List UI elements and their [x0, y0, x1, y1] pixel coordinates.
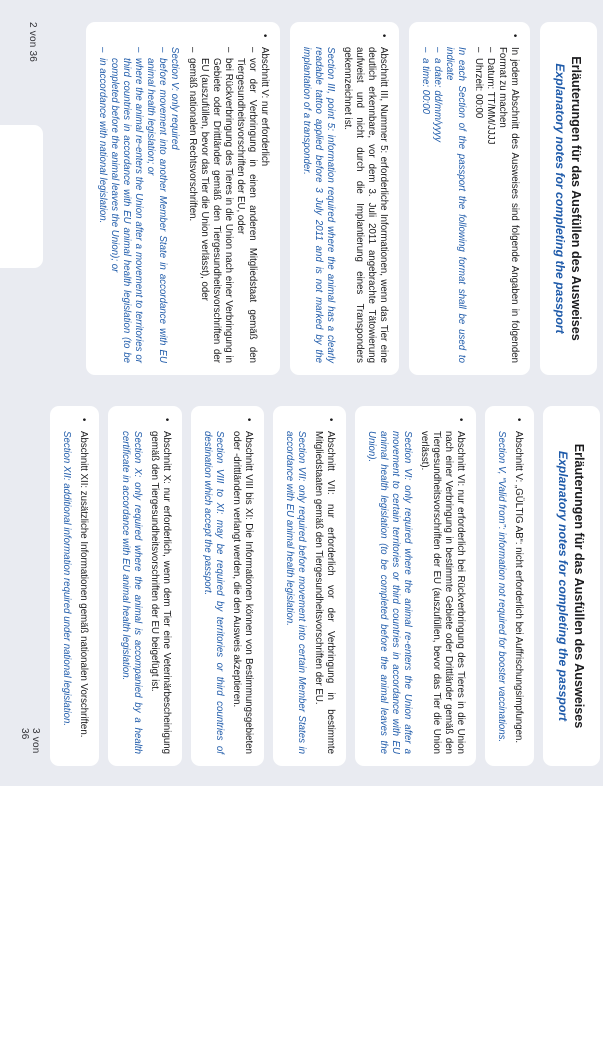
note-paragraph: Abschnitt VII: nur erforderlich vor der Verbringung in bestimmte Mitgliedstaaten gemäß den Tiergesundheitsvorschriften der EU.: [312, 431, 336, 754]
note-paragraph-group: [60, 431, 72, 754]
note-paragraph-group: [185, 47, 269, 363]
bullet-marker: •: [513, 418, 525, 422]
note-paragraph: Abschnitt III, Nummer 5: erforderliche Informationen, wenn das Tier eine deutlich erkennbare, vor dem 3. Juli 2011 angebrachte Tätowierung aufweist und nicht durch die Implantierung eines Transponders gekennzeichnet ist.: [341, 47, 389, 363]
note-paragraph: Section III, point 5: information required where the animal has a clearly readable tattoo applied before 3 July 2011 and is not marked by the implantation of a transponder.: [300, 47, 336, 363]
note-card: [273, 406, 346, 766]
bullet-marker: •: [258, 34, 270, 38]
dash-marker: –: [186, 47, 198, 53]
list-item: [484, 47, 496, 363]
bullet-marker: •: [455, 418, 467, 422]
note-paragraph: Section V: only required: [169, 47, 181, 150]
dash-marker: –: [133, 47, 145, 53]
note-paragraph: Section X: only required where the animal is accompanied by a health certificate in accordance with EU animal health legislation.: [119, 431, 143, 754]
note-text-en: [283, 431, 307, 754]
list-item: [234, 47, 258, 363]
page-title-en: Explanatory notes for completing the passport: [552, 63, 567, 334]
list-item-text: vor der Verbringung in einen anderen Mitgliedstaat gemäß den Tiergesundheitsvorschriften der EU, oder: [234, 58, 258, 363]
list-item: [108, 47, 144, 363]
note-paragraph-group: [300, 47, 336, 363]
note-paragraph: Abschnitt XII: zusätzliche Informationen gemäß nationalen Vorschriften.: [78, 431, 90, 738]
dash-marker: –: [419, 47, 431, 53]
page-number-label: 2 von 36: [27, 22, 38, 62]
note-paragraph-group: [472, 47, 520, 363]
note-text-en: [365, 431, 413, 754]
list-item: [144, 47, 168, 363]
note-text-en: [419, 47, 467, 363]
notes-list: [86, 22, 530, 375]
bullet-marker: •: [509, 34, 521, 38]
note-text-en: [495, 431, 507, 754]
note-paragraph-group: [283, 431, 307, 754]
passport-page-2: [0, 22, 603, 375]
page-title-de: Erläuterungen für das Ausfüllen des Ausweises: [569, 56, 583, 341]
note-paragraph: Abschnitt VI: nur erforderlich bei Rückverbringung des Tieres in die Union nach einer Verbringung in bestimmte Gebiete oder Drittländer gemäß den Tiergesundheitsvorschriften der EU (auszufüllen, bevor das Tier die Union verlässt).: [419, 431, 467, 754]
note-text-en: [60, 431, 72, 754]
note-card: [290, 22, 399, 375]
note-paragraph-group: [365, 431, 413, 754]
note-paragraph: Abschnitt X: nur erforderlich, wenn dem Tier eine Veterinärbescheinigung gemäß den Tiergesundheitsvorschriften der EU beigefügt ist.: [148, 431, 172, 754]
note-paragraph: Section VI: only required where the animal re-enters the Union after a movement to certain territories or third countries in accordance with EU animal health legislation (to be completed before the animal leaves the Union).: [365, 431, 413, 754]
list-item-text: Datum: TT/MM/JJJJ: [485, 58, 497, 145]
dash-marker: –: [222, 47, 234, 53]
note-paragraph-group: [341, 47, 389, 363]
list-item-text: bei Rückverbringung des Tieres in die Union nach einer Verbringung in Gebiete oder Drittländer gemäß den Tiergesundheitsvorschriften der EU (auszufüllen, bevor das Tier die Union verlässt), oder: [198, 58, 234, 363]
note-paragraph: Abschnitt V: nur erforderlich: [258, 47, 270, 167]
list-item: [198, 47, 234, 363]
note-text-en: [300, 47, 336, 363]
note-paragraph-group: [419, 47, 467, 363]
note-card: [108, 406, 181, 766]
note-text-de: [148, 418, 172, 754]
note-paragraph-group: [495, 431, 507, 754]
note-paragraph: In each Section of the passport the following format shall be used to indicate: [444, 47, 468, 363]
title-card: [543, 406, 600, 766]
dash-marker: –: [485, 47, 497, 53]
bullet-marker: •: [324, 418, 336, 422]
note-paragraph-group: [96, 47, 180, 363]
note-paragraph: In jedem Abschnitt des Ausweises sind folgende Angaben in folgenden Format zu machen: [497, 47, 521, 363]
dash-marker: –: [473, 47, 485, 53]
note-paragraph-group: [118, 431, 142, 754]
note-paragraph: Section V, “Valid from”: information not required for booster vaccinations.: [496, 431, 508, 743]
bullet-marker: •: [78, 418, 90, 422]
note-paragraph: Section VII: only required before movement into certain Member States in accordance with EU animal health legislation.: [283, 431, 307, 754]
list-item: [185, 47, 197, 363]
note-text-de: [185, 34, 269, 363]
list-item-text: in accordance with national legislation.: [97, 58, 109, 224]
note-paragraph-group: [201, 431, 225, 754]
list-item-text: where the animal re-enters the Union after a movement to territories or third countries in accordance with EU animal health legislation (to be completed before the animal leaves the Union); or: [109, 58, 145, 363]
page-number-label: 3 von 36: [19, 728, 41, 754]
page-title-de: Erläuterungen für das Ausfüllen des Ausweises: [572, 443, 586, 729]
notes-list: [50, 406, 534, 766]
note-paragraph: Section XII: additional information required under national legislation.: [61, 431, 73, 727]
list-item: [96, 47, 108, 363]
list-item: [431, 47, 443, 363]
note-paragraph: Section VIII to XI: may be required by territories or third countries of destination which accept the passport.: [201, 431, 225, 754]
passport-page-3: [0, 406, 603, 766]
note-text-en: [201, 431, 225, 754]
note-text-en: [118, 431, 142, 754]
list-item-text: Uhrzeit: 00:00: [473, 58, 485, 119]
note-text-de: [77, 418, 89, 754]
note-paragraph-group: [312, 431, 336, 754]
note-card: [409, 22, 530, 375]
title-card: [540, 22, 597, 375]
note-paragraph: Abschnitt V: „GÜLTIG AB“: nicht erforderlich bei Auffrischungsimpfungen.: [513, 431, 525, 744]
bullet-marker: •: [160, 418, 172, 422]
list-item-text: a date: dd/mm/yyyy: [431, 58, 443, 142]
dash-marker: –: [246, 47, 258, 53]
note-paragraph-group: [77, 431, 89, 754]
page-title-en: Explanatory notes for completing the passport: [555, 450, 570, 722]
bullet-marker: •: [377, 34, 389, 38]
note-paragraph-group: [230, 431, 254, 754]
bullet-marker: •: [242, 418, 254, 422]
list-item: [419, 47, 431, 363]
note-card: [86, 22, 279, 375]
dash-marker: –: [157, 47, 169, 53]
note-text-en: [96, 47, 180, 363]
dash-marker: –: [431, 47, 443, 53]
partially-visible-card: [0, 125, 43, 268]
note-text-de: [418, 418, 466, 754]
note-paragraph-group: [418, 431, 466, 754]
note-card: [50, 406, 99, 766]
list-item: [472, 47, 484, 363]
list-item-text: gemäß nationalen Rechtsvorschriften.: [186, 58, 198, 222]
dash-marker: –: [97, 47, 109, 53]
note-card: [485, 406, 534, 766]
note-text-de: [230, 418, 254, 754]
note-text-de: [312, 418, 336, 754]
note-paragraph-group: [512, 431, 524, 754]
note-text-de: [512, 418, 524, 754]
list-item-text: before movement into another Member State in accordance with EU animal health legislation; or: [145, 58, 169, 363]
list-item-text: a time: 00:00: [419, 58, 431, 115]
note-text-de: [472, 34, 520, 363]
note-card: [191, 406, 264, 766]
note-paragraph: Abschnitt VIII bis XI: Die Informationen können von Bestimmungsgebieten oder -drittländern verlangt werden, die den Ausweis akzeptieren.: [230, 431, 254, 754]
note-text-de: [341, 34, 389, 363]
note-card: [355, 406, 476, 766]
note-paragraph-group: [148, 431, 172, 754]
